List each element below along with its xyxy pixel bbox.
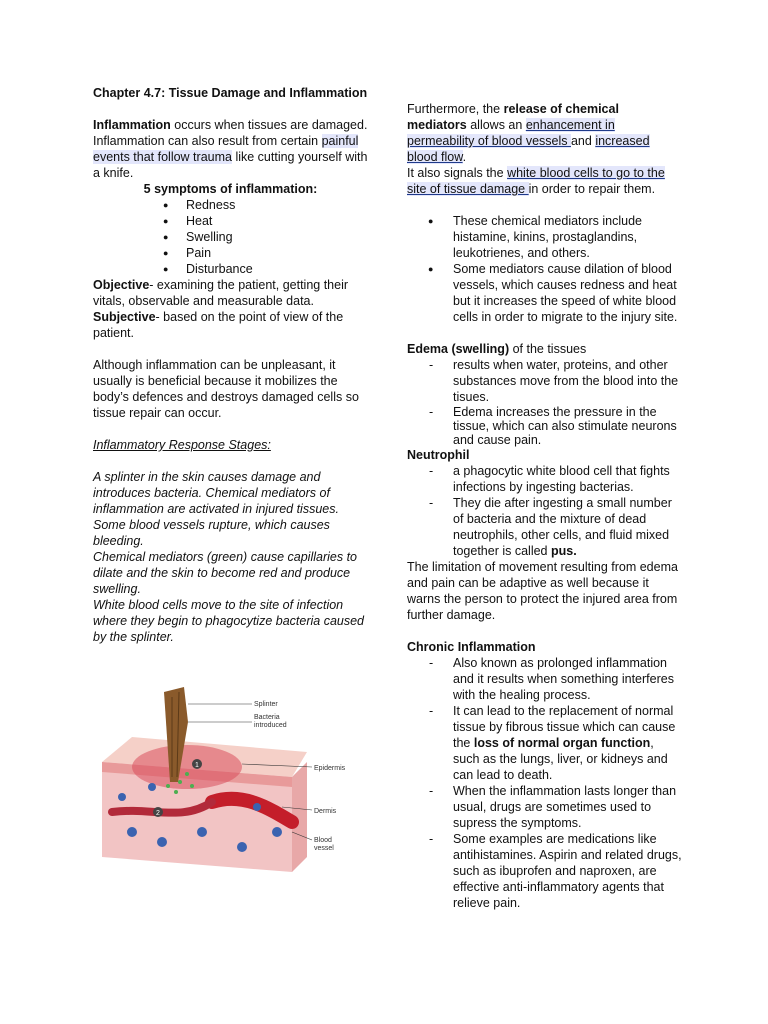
chronic-heading: Chronic Inflammation xyxy=(407,640,536,654)
objective-paragraph xyxy=(93,277,368,309)
intro-text-2: like cutting yourself with a knife. xyxy=(93,150,368,180)
chemical-mediator xyxy=(174,790,178,794)
step-marker-1-label: 1 xyxy=(195,762,199,769)
white-blood-cell xyxy=(127,827,137,837)
white-blood-cell xyxy=(237,842,247,852)
mediator-bullet-item: ● Some mediators cause dilation of blood vessels, which causes redness and heat but it increases the speed of white blood cells in order to migrate to the injury site. xyxy=(407,261,682,325)
neutrophil-list xyxy=(407,463,682,559)
chronic-item: - When the inflammation lasts longer than usual, drugs are sometimes used to supress the symptoms. xyxy=(407,783,682,831)
symptom-item: ● Swelling xyxy=(93,229,368,245)
subjective-paragraph xyxy=(93,309,368,341)
chronic-item-text-1: It can lead to the replacement of normal tissue by fibrous tissue which can cause the xyxy=(453,704,676,750)
neutrophil-item-text: They die after ingesting a small number of bacteria and the mixture of dead neutrophils, other cells, and fluid mixed together is called xyxy=(453,496,672,558)
edema-list xyxy=(407,357,682,447)
intro-highlight: painful events that follow trauma xyxy=(93,134,359,164)
chronic-item: - Also known as prolonged inflammation and it results when something interferes with the healing process. xyxy=(407,655,682,703)
symptom-item: ● Disturbance xyxy=(93,261,368,277)
stage-text-2: Chemical mediators (green) cause capillaries to dilate and the skin to become red and produce swelling. xyxy=(93,550,358,596)
step-marker-2-label: 2 xyxy=(156,810,160,817)
chemical-mediator xyxy=(178,780,182,784)
objective-text: - examining the patient, getting their vitals, observable and measurable data. xyxy=(93,278,349,308)
signals-paragraph xyxy=(407,165,682,197)
label-vessel: vessel xyxy=(314,845,334,852)
white-blood-cell xyxy=(118,793,126,801)
chapter-title: Chapter 4.7: Tissue Damage and Inflammation xyxy=(93,86,368,100)
signals-highlight: white blood cells to go to the site of tissue damage xyxy=(407,166,665,196)
subjective-term: Subjective xyxy=(93,310,156,324)
chemical-mediator xyxy=(190,784,194,788)
label-introduced: introduced xyxy=(254,722,287,729)
neutrophil-heading: Neutrophil xyxy=(407,448,470,462)
white-blood-cell xyxy=(272,827,282,837)
chemical-mediator xyxy=(185,772,189,776)
label-blood: Blood xyxy=(314,837,332,844)
symptom-item: ● Pain xyxy=(93,245,368,261)
intro-text-1: occurs when tissues are damaged. Inflammation can also result from certain xyxy=(93,118,368,148)
intro-paragraph xyxy=(93,117,368,181)
mediators-paragraph xyxy=(407,101,682,165)
symptoms-list xyxy=(93,197,368,277)
white-blood-cell xyxy=(157,837,167,847)
edema-text: of the tissues xyxy=(509,342,587,356)
left-column xyxy=(93,85,368,645)
edema-item: - Edema increases the pressure in the tissue, which can also stimulate neurons and cause pain. xyxy=(407,405,682,447)
mediators-highlight-2: increased blood flow xyxy=(407,134,650,164)
chronic-item-bold: loss of normal organ function xyxy=(473,736,651,750)
mediators-text-4: . xyxy=(462,150,467,164)
symptoms-heading: 5 symptoms of inflammation: xyxy=(143,182,318,196)
chronic-item: - Some examples are medications like antihistamines. Aspirin and related drugs, such as ibuprofen and naproxen, are effective anti-inflammatory agents that relieve pain. xyxy=(407,831,682,911)
label-epidermis: Epidermis xyxy=(314,765,346,772)
limitation-paragraph: The limitation of movement resulting from edema and pain can be adaptive as well because it warns the person to protect the injured area from further damage. xyxy=(407,560,678,622)
intro-term: Inflammation xyxy=(93,118,171,132)
mediators-text-2: allows an xyxy=(466,118,526,132)
subjective-text: - based on the point of view of the patient. xyxy=(93,310,344,340)
label-splinter: Splinter xyxy=(254,701,278,708)
label-bacteria: Bacteria xyxy=(254,714,280,721)
chronic-item xyxy=(407,703,682,783)
edema-item: - results when water, proteins, and other substances move from the blood into the tisues. xyxy=(407,357,682,405)
mediator-bullets xyxy=(407,213,682,325)
mediators-text-3: and xyxy=(570,134,596,148)
symptom-item: ● Heat xyxy=(93,213,368,229)
signals-text-1: It also signals the xyxy=(407,166,508,180)
neutrophil-pus: pus. xyxy=(550,544,577,558)
inflamed-area xyxy=(132,745,242,789)
label-dermis: Dermis xyxy=(314,808,337,815)
mediators-highlight-1: enhancement in permeability of blood vessels xyxy=(407,118,615,148)
white-blood-cell xyxy=(253,803,261,811)
right-column xyxy=(407,101,682,911)
chronic-list xyxy=(407,655,682,911)
white-blood-cell xyxy=(197,827,207,837)
mediators-bold: release of chemical mediators xyxy=(407,102,619,132)
chemical-mediator xyxy=(166,784,170,788)
neutrophil-item xyxy=(407,495,682,559)
stages-heading: Inflammatory Response Stages: xyxy=(93,438,271,452)
white-blood-cell xyxy=(148,783,156,791)
edema-term: Edema (swelling) xyxy=(407,342,510,356)
beneficial-paragraph: Although inflammation can be unpleasant, it usually is beneficial because it mobilizes the body’s defences and destroys damaged cells so tissue repair can occur. xyxy=(93,358,359,420)
objective-term: Objective xyxy=(93,278,150,292)
edema-heading xyxy=(407,341,682,357)
neutrophil-item: - a phagocytic white blood cell that fights infections by ingesting bacterias. xyxy=(407,463,682,495)
symptom-item: ● Redness xyxy=(93,197,368,213)
mediator-bullet-item: ● These chemical mediators include histamine, kinins, prostaglandins, leukotrienes, and others. xyxy=(407,213,682,261)
chronic-item-text-2: , such as the lungs, liver, or kidneys and can lead to death. xyxy=(453,736,668,782)
stage-text-3: White blood cells move to the site of infection where they begin to phagocytize bacteria caused by the splinter. xyxy=(93,598,365,644)
tissue-diagram xyxy=(92,682,352,882)
signals-text-2: in order to repair them. xyxy=(528,182,656,196)
stage-text-1: A splinter in the skin causes damage and introduces bacteria. Chemical mediators of inflammation are activated in injured tissues. Some blood vessels rupture, which causes bleeding. xyxy=(93,470,339,548)
mediators-text-1: Furthermore, the xyxy=(407,102,504,116)
